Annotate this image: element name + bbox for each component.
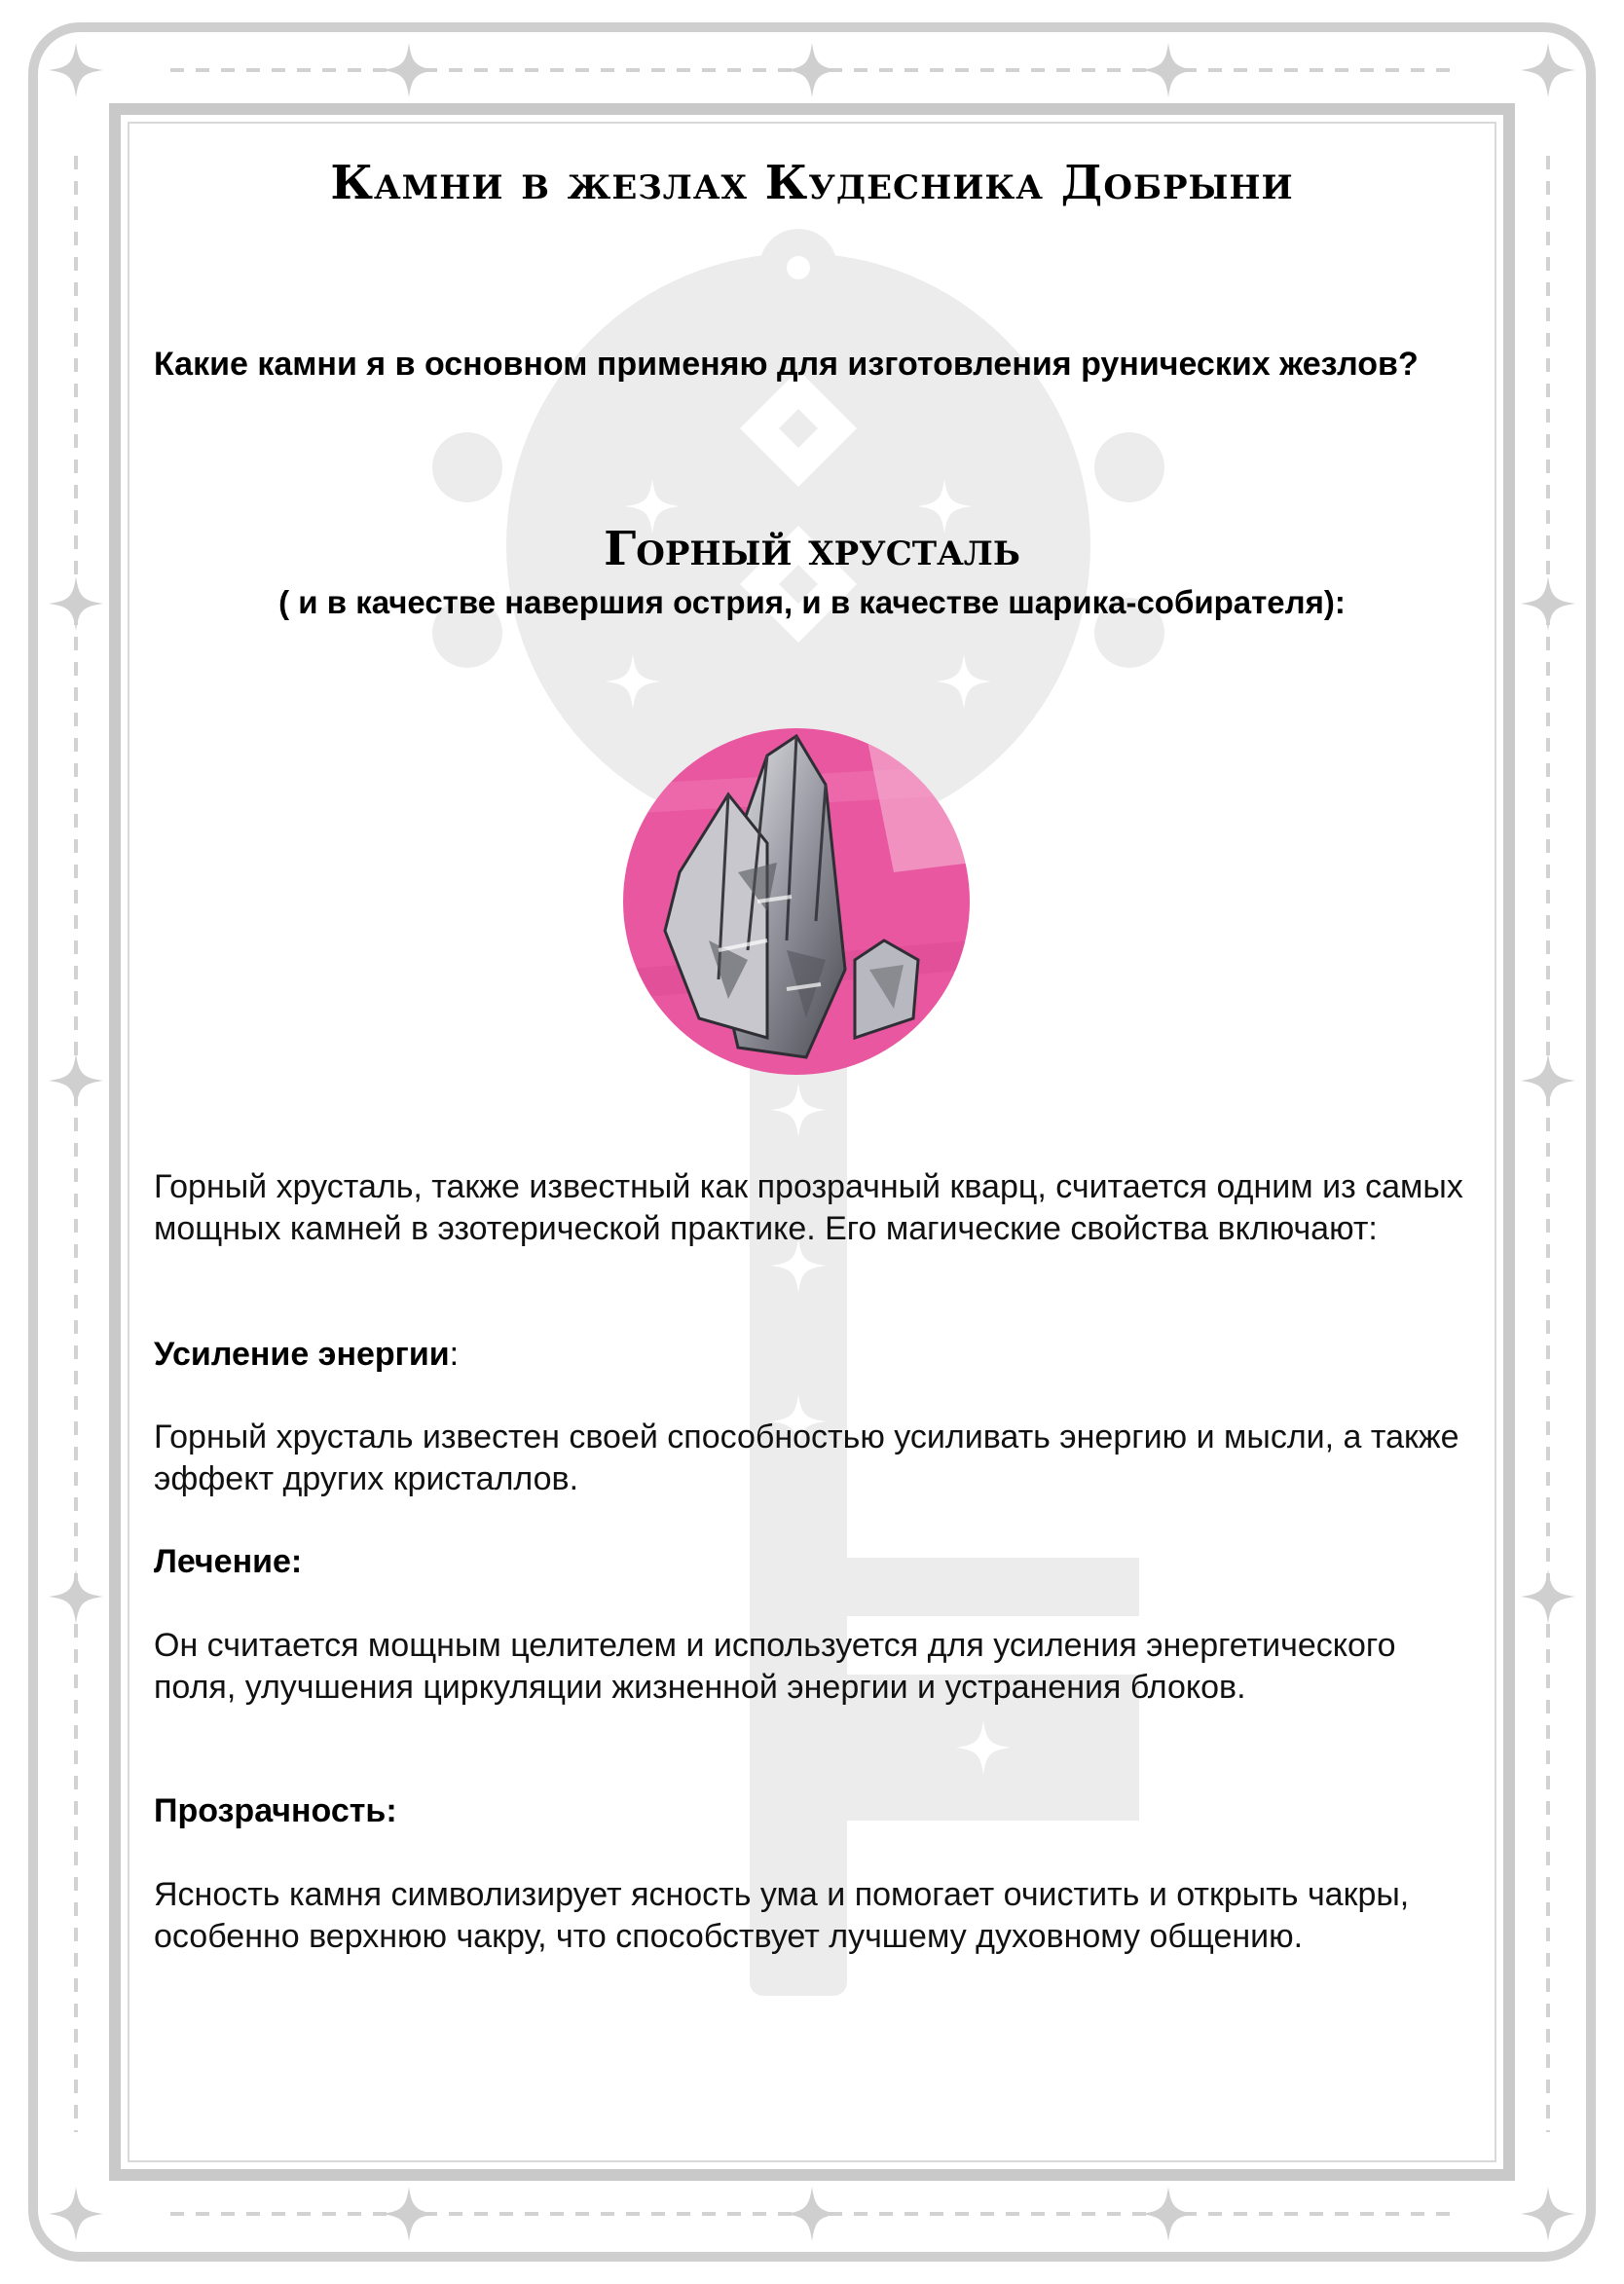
question-text: Какие камни я в основном применяю для изготовления рунических жезлов? — [154, 346, 1419, 383]
page-title: Камни в жезлах Кудесника Добрыни — [330, 156, 1294, 210]
section-heading-healing: Лечение: — [154, 1543, 303, 1580]
section-heading-clarity: Прозрачность: — [154, 1792, 397, 1829]
stone-title: Горный хрусталь — [604, 522, 1020, 576]
section-heading-suffix: : — [449, 1336, 460, 1373]
intro-paragraph: Горный хрусталь, также известный как прозрачный кварц, считается одним из самых мощных камней в эзотерической практике. Его магические свойства включают: — [154, 1168, 1463, 1247]
stone-subtitle: ( и в качестве навершия острия, и в качестве шарика-собирателя): — [278, 584, 1346, 620]
section-text-healing: Он считается мощным целителем и используется для усиления энергетического поля, улучшения циркуляции жизненной энергии и устранения блоков. — [154, 1627, 1396, 1706]
section-heading-energy — [154, 1334, 1420, 1376]
section-text-clarity: Ясность камня символизирует ясность ума и помогает очистить и открыть чакры, особенно верхнюю чакру, что способствует лучшему духовному общению. — [154, 1876, 1410, 1955]
section-heading-label: Усиление энергии — [154, 1336, 450, 1373]
section-text-energy: Горный хрусталь известен своей способностью усиливать энергию и мысли, а также эффект других кристаллов. — [154, 1418, 1459, 1497]
rock-crystal-illustration — [621, 726, 972, 1077]
